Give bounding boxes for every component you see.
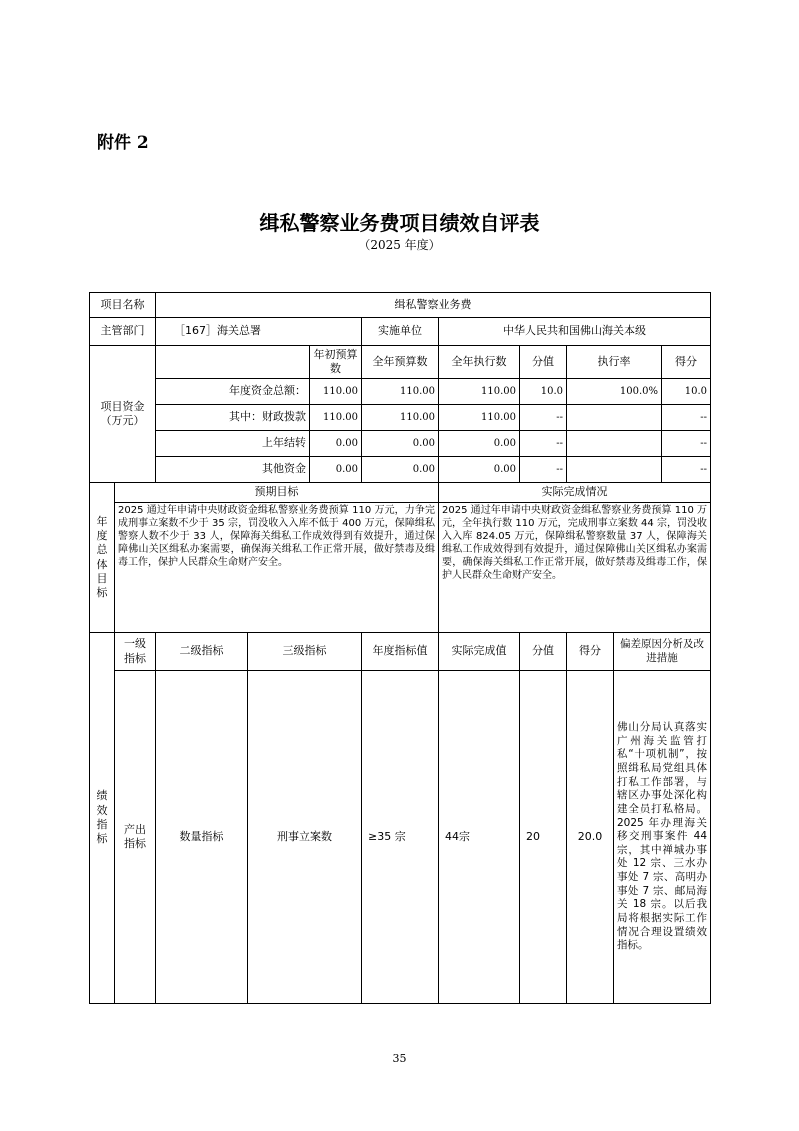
document-subtitle: （2025 年度） — [358, 238, 441, 252]
funds-initial: 0.00 — [310, 431, 362, 457]
funds-score: 10.0 — [662, 379, 711, 405]
score-value-header: 分值 — [520, 633, 567, 671]
impl-unit-label: 实施单位 — [362, 318, 439, 346]
indicator-actual: 44宗 — [439, 671, 520, 1004]
funds-row — [90, 379, 711, 405]
funds-score-value: 10.0 — [520, 379, 567, 405]
funds-budget: 0.00 — [362, 431, 439, 457]
funds-initial: 110.00 — [310, 379, 362, 405]
indicator-score: 20.0 — [567, 671, 614, 1004]
funds-score: -- — [662, 431, 711, 457]
perf-indicators-label: 绩效指标 — [90, 633, 115, 1004]
funds-rate — [567, 457, 662, 483]
indicator-lvl2: 数量指标 — [156, 671, 248, 1004]
funds-budget: 110.00 — [362, 379, 439, 405]
funds-score: -- — [662, 405, 711, 431]
funds-budget: 0.00 — [362, 457, 439, 483]
score-header: 得分 — [567, 633, 614, 671]
col-initial-budget: 年初预算数 — [310, 346, 362, 379]
actual-value-header: 实际完成值 — [439, 633, 520, 671]
document-title: 缉私警察业务费项目绩效自评表 — [259, 211, 540, 235]
expected-goal-text: 2025 通过年申请中央财政资金缉私警察业务费预算 110 万元，力争完成刑事立案数不少于 35 宗，罚没收入入库不低于 400 万元，保障缉私警察人数不少于 33 人，保障海关缉私工作成效得到有效提升，通过保障佛山关区缉私办案需要，确保海关缉私工作正常开展，做好禁毒及缉毒工作，保护人民群众生命财产安全。 — [115, 503, 439, 633]
lvl2-header: 二级指标 — [156, 633, 248, 671]
actual-result-header: 实际完成情况 — [439, 483, 711, 503]
project-name-label: 项目名称 — [90, 293, 156, 318]
funds-row — [90, 431, 711, 457]
funds-header-blank — [156, 346, 310, 379]
dept-label: 主管部门 — [90, 318, 156, 346]
page-number: 35 — [392, 1052, 407, 1065]
self-evaluation-table — [89, 292, 711, 1004]
col-exec-rate: 执行率 — [567, 346, 662, 379]
funds-score-value: -- — [520, 431, 567, 457]
funds-budget: 110.00 — [362, 405, 439, 431]
funds-executed: 0.00 — [439, 431, 520, 457]
indicator-lvl1: 产出指标 — [115, 671, 156, 1004]
funds-rate — [567, 431, 662, 457]
lvl3-header: 三级指标 — [248, 633, 362, 671]
funds-initial: 0.00 — [310, 457, 362, 483]
project-name-value: 缉私警察业务费 — [156, 293, 711, 318]
funds-row-label: 其中：财政拨款 — [156, 405, 310, 431]
annual-goal-label: 年度总体目标 — [90, 483, 115, 633]
funds-score-value: -- — [520, 457, 567, 483]
funds-row-label: 上年结转 — [156, 431, 310, 457]
funds-row — [90, 457, 711, 483]
funds-executed: 110.00 — [439, 405, 520, 431]
annual-target-header: 年度指标值 — [362, 633, 439, 671]
deviation-header: 偏差原因分析及改进措施 — [614, 633, 711, 671]
indicator-row — [90, 671, 711, 1004]
funds-row-label: 其他资金 — [156, 457, 310, 483]
funds-rate: 100.0% — [567, 379, 662, 405]
attachment-label: 附件 2 — [97, 133, 149, 153]
funds-score: -- — [662, 457, 711, 483]
funds-row-label: 年度资金总额： — [156, 379, 310, 405]
col-annual-budget: 全年预算数 — [362, 346, 439, 379]
funds-initial: 110.00 — [310, 405, 362, 431]
dept-value: ［167］海关总署 — [156, 318, 362, 346]
funds-label: 项目资金（万元） — [90, 346, 156, 483]
col-executed: 全年执行数 — [439, 346, 520, 379]
actual-result-text: 2025 通过年申请中央财政资金缉私警察业务费预算 110 万元，全年执行数 110 万元，完成刑事立案数 44 宗，罚没收入入库 824.05 万元，保障缉私警察数量 37 人，保障海关缉私工作成效得到有效提升，通过保障佛山关区缉私办案需要，确保海关缉私工作正常开展，做好禁毒及缉毒工作，保护人民群众生命财产安全。 — [439, 503, 711, 633]
lvl1-header: 一级指标 — [115, 633, 156, 671]
funds-executed: 110.00 — [439, 379, 520, 405]
impl-unit-value: 中华人民共和国佛山海关本级 — [439, 318, 711, 346]
col-score: 得分 — [662, 346, 711, 379]
expected-goal-header: 预期目标 — [115, 483, 439, 503]
col-score-value: 分值 — [520, 346, 567, 379]
funds-rate — [567, 405, 662, 431]
indicator-target: ≥35 宗 — [362, 671, 439, 1004]
funds-score-value: -- — [520, 405, 567, 431]
indicator-deviation: 佛山分局认真落实广州海关监管打私“十项机制”，按照缉私局党组具体打私工作部署，与辖区办事处深化构建全员打私格局。2025 年办理海关移交刑事案件 44 宗，其中禅城办事处 12 宗、三水办事处 7 宗、高明办事处 7 宗、邮局海关 18 宗。以后我局将根据实际工作情况合理设置绩效指标。 — [614, 671, 711, 1004]
indicator-score-value: 20 — [520, 671, 567, 1004]
funds-executed: 0.00 — [439, 457, 520, 483]
funds-row — [90, 405, 711, 431]
indicator-lvl3: 刑事立案数 — [248, 671, 362, 1004]
